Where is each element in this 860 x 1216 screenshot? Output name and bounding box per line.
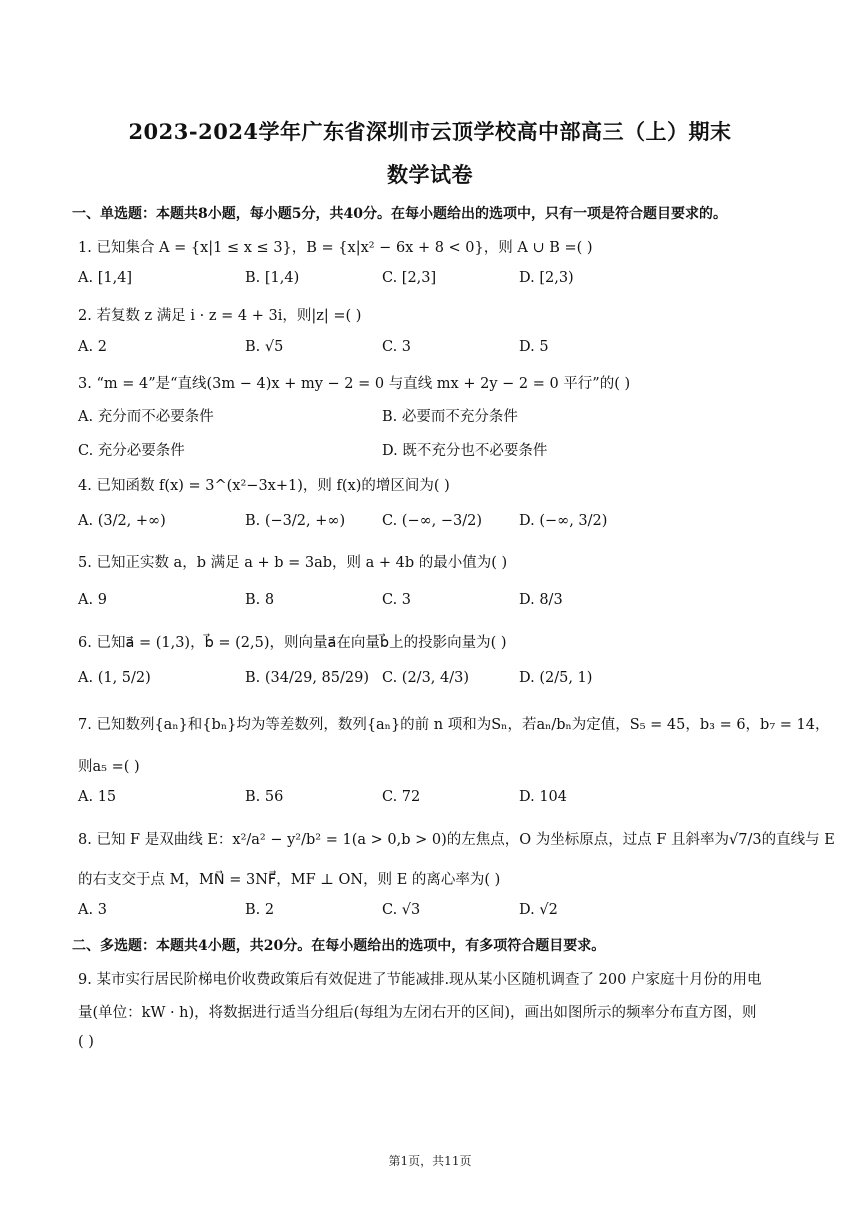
option-a[interactable]: A. 15 [78,789,117,805]
option-a[interactable]: A. (3/2, +∞) [78,513,166,529]
option-a[interactable]: A. 2 [78,339,107,355]
option-c[interactable]: C. (2/3, 4/3) [382,670,469,686]
option-a[interactable]: A. [1,4] [78,270,133,286]
option-c[interactable]: C. 充分必要条件 [78,443,185,459]
question-2-stem: 2. 若复数 z 满足 i · z = 4 + 3i，则|z| =( ) [78,308,362,324]
option-c[interactable]: C. 3 [382,592,412,608]
option-d[interactable]: D. [2,3) [519,270,574,286]
option-b[interactable]: B. 8 [245,592,275,608]
option-a[interactable]: A. 充分而不必要条件 [78,409,214,425]
question-9-stem-continued: 量(单位：kW · h)，将数据进行适当分组后(每组为左闭右开的区间)，画出如图所示的频率分布直方图，则 [78,1005,757,1021]
section-heading-single-choice: 一、单选题：本题共8小题，每小题5分，共40分。在每小题给出的选项中，只有一项是符合题目要求的。 [72,206,727,222]
section-heading-multiple-choice: 二、多选题：本题共4小题，共20分。在每小题给出的选项中，有多项符合题目要求。 [72,938,606,954]
question-3-options-row1 [78,405,778,425]
question-2-options [78,339,778,359]
exam-subtitle: 数学试卷 [387,162,473,187]
question-3-options-row2 [78,439,778,459]
option-a[interactable]: A. 9 [78,592,107,608]
question-3-stem: 3. “m = 4”是“直线(3m − 4)x + my − 2 = 0 与直线 mx + 2y − 2 = 0 平行”的( ) [78,376,631,392]
option-c[interactable]: C. √3 [382,902,421,918]
question-4-options [78,513,778,533]
option-b[interactable]: B. 2 [245,902,275,918]
question-4-stem: 4. 已知函数 f(x) = 3^(x²−3x+1)，则 f(x)的增区间为( ) [78,478,450,494]
question-1-stem: 1. 已知集合 A = {x|1 ≤ x ≤ 3}，B = {x|x² − 6x + 8 < 0}，则 A ∪ B =( ) [78,240,593,256]
option-b[interactable]: B. √5 [245,339,284,355]
option-d[interactable]: D. 既不充分也不必要条件 [382,443,548,459]
question-6-options [78,670,778,690]
option-c[interactable]: C. 3 [382,339,412,355]
question-7-options [78,789,778,809]
option-b[interactable]: B. 必要而不充分条件 [382,409,518,425]
option-b[interactable]: B. (−3/2, +∞) [245,513,346,529]
question-9-stem-blank: ( ) [78,1034,94,1050]
question-7-stem: 7. 已知数列{aₙ}和{bₙ}均为等差数列，数列{aₙ}的前 n 项和为Sₙ，若aₙ/bₙ为定值，S₅ = 45，b₃ = 6，b₇ = 14， [78,717,830,733]
option-b[interactable]: B. [1,4) [245,270,300,286]
exam-title: 2023-2024学年广东省深圳市云顶学校高中部高三（上）期末 [128,119,732,144]
option-d[interactable]: D. √2 [519,902,558,918]
option-d[interactable]: D. (2/5, 1) [519,670,593,686]
option-c[interactable]: C. [2,3] [382,270,437,286]
question-6-stem: 6. 已知a⃗ = (1,3)，b⃗ = (2,5)，则向量a⃗在向量b⃗上的投影向量为( ) [78,635,507,651]
option-d[interactable]: D. 8/3 [519,592,563,608]
option-b[interactable]: B. 56 [245,789,284,805]
question-9-stem: 9. 某市实行居民阶梯电价收费政策后有效促进了节能减排.现从某小区随机调查了 200 户家庭十月份的用电 [78,972,762,988]
option-d[interactable]: D. 5 [519,339,549,355]
option-c[interactable]: C. 72 [382,789,421,805]
option-d[interactable]: D. (−∞, 3/2) [519,513,608,529]
question-8-stem-continued: 的右支交于点 M，MN⃗ = 3NF⃗，MF ⊥ ON，则 E 的离心率为( ) [78,872,501,888]
question-1-options [78,270,778,290]
page-footer: 第1页，共11页 [388,1154,472,1168]
option-b[interactable]: B. (34/29, 85/29) [245,670,369,686]
question-5-options [78,592,778,612]
question-7-stem-continued: 则a₅ =( ) [78,759,140,775]
option-a[interactable]: A. (1, 5/2) [78,670,151,686]
option-d[interactable]: D. 104 [519,789,568,805]
question-5-stem: 5. 已知正实数 a，b 满足 a + b = 3ab，则 a + 4b 的最小值为( ) [78,555,508,571]
question-8-options [78,902,778,922]
option-a[interactable]: A. 3 [78,902,107,918]
option-c[interactable]: C. (−∞, −3/2) [382,513,483,529]
question-8-stem: 8. 已知 F 是双曲线 E：x²/a² − y²/b² = 1(a > 0,b > 0)的左焦点，O 为坐标原点，过点 F 且斜率为√7/3的直线与 E [78,832,835,848]
